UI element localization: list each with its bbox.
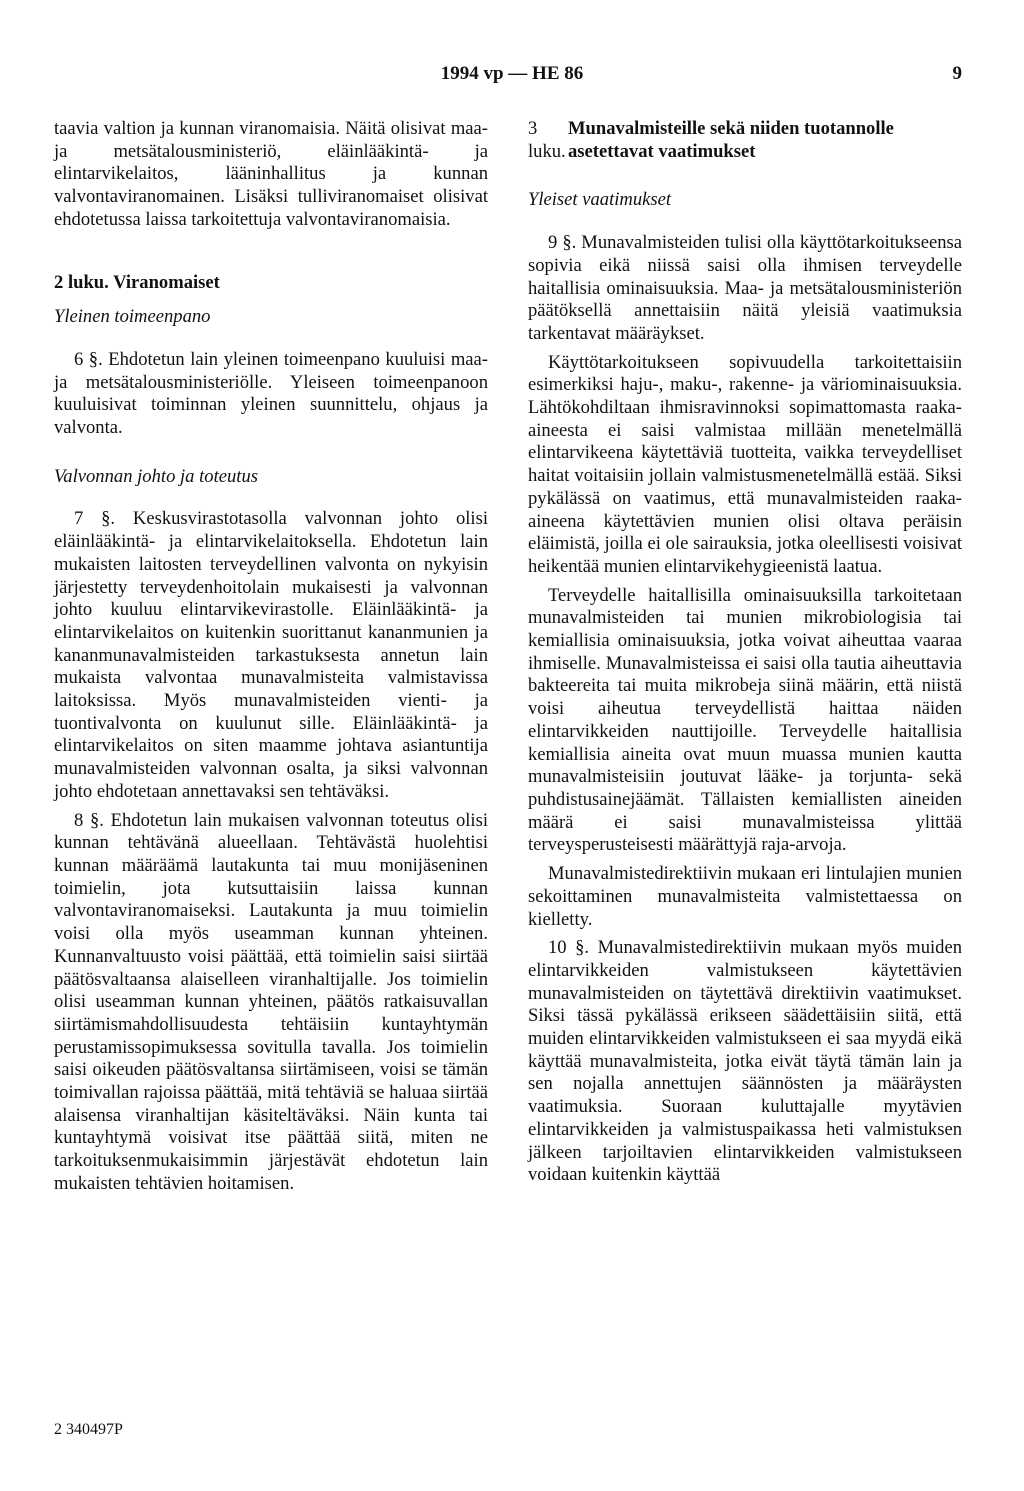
section-heading-valvonnan-johto: Valvonnan johto ja toteutus: [54, 465, 259, 487]
section-heading-yleinen-toimeenpano: Yleinen toimeenpano: [54, 306, 211, 328]
paragraph-intro: taavia valtion ja kunnan viranomaisia. Näitä olisivat maa- ja metsätalousministeriö, eläinlääkintä- ja elintarvikelaitos, lääninhallitus ja kunnan valvontaviranomainen. Lisäksi tulliviranomaiset olisivat ehdotetussa laissa tarkoitettuja valvontaviranomaisia.: [54, 118, 488, 230]
chapter-number: 3 luku.: [528, 118, 566, 162]
chapter-heading-3: [528, 118, 962, 163]
chapter-title: Munavalmisteille sekä niiden tuotannolle asetettavat vaatimukset: [568, 118, 894, 162]
chapter-heading-2: [54, 272, 488, 295]
paragraph-section-10: 10 §. Munavalmistedirektiivin mukaan myös muiden elintarvikkeiden valmistukseen käytettävien munavalmisteiden on täytettävä direktiivin vaatimukset. Siksi tässä pykälässä erikseen säädettäisiin siitä, että muiden elintarvikkeiden valmistukseen ei saa myydä eikä käyttää munavalmisteita, jotka eivät täytä tämän lain ja sen nojalla annettujen säännösten ja määräysten vaatimuksia. Suoraan kuluttajalle myytävien elintarvikkeiden ja valmistuspaikassa heti valmistuksen jälkeen tarjoiltavien elintarvikkeiden valmistukseen voidaan kuitenkin käyttää: [528, 937, 962, 1186]
section-heading-yleiset-vaatimukset: Yleiset vaatimukset: [528, 189, 672, 211]
footer-print-code: 2 340497P: [54, 1421, 123, 1438]
paragraph-section-6: 6 §. Ehdotetun lain yleinen toimeenpano kuuluisi maa- ja metsätalousministeriölle. Yleiseen toimeenpanoon kuuluisivat toiminnan yleinen suunnittelu, ohjaus ja valvonta.: [54, 348, 488, 439]
paragraph-section-9: 9 §. Munavalmisteiden tulisi olla käyttötarkoitukseensa sopivia eikä niissä saisi olla ihmisen terveydelle haitallisia ominaisuuksia. Maa- ja metsätalousministeriön päätöksellä annettaisiin näitä yleisiä vaatimuksia tarkentavat määräykset.: [528, 232, 962, 344]
paragraph-section-9-c: Terveydelle haitallisilla ominaisuuksilla tarkoitetaan munavalmisteiden tai munien mikrobiologisia tai kemiallisia ominaisuuksia, jotka voivat aiheuttaa vaaraa ihmiselle. Munavalmisteissa ei saisi olla tautia aiheuttavia bakteereita tai muita mikrobeja siinä määrin, että niistä voisi aiheutua terveydellistä haittaa näiden elintarvikkeiden nauttijoille. Terveydelle haitallisia kemiallisia aineita ovat muun muassa munien kautta munavalmisteisiin joutuvat lääke- ja torjunta- sekä puhdistusainejäämät. Tällaisten kemiallisten aineiden määrä ei saisi munavalmisteissa ylittää terveysperusteisesti määrättyjä raja-arvoja.: [528, 584, 962, 856]
left-column: [54, 118, 488, 1196]
page-header: [0, 63, 1024, 87]
chapter-title: Viranomaiset: [113, 271, 220, 293]
right-column: [528, 118, 962, 1187]
page-number: 9: [952, 63, 962, 84]
document-title: 1994 vp — HE 86: [440, 63, 584, 84]
chapter-number: 2 luku.: [54, 271, 109, 293]
paragraph-section-9-d: Munavalmistedirektiivin mukaan eri lintulajien munien sekoittaminen munavalmisteita valmistettaessa on kielletty.: [528, 863, 962, 930]
paragraph-section-7: 7 §. Keskusvirastotasolla valvonnan johto olisi eläinlääkintä- ja elintarvikelaitoksella. Ehdotetun lain mukaisten laitosten terveydellinen valvonta on nykyisin järjestetty terveydenhoitolain mukaisesti ja valvonnan johto kuuluu elintarvikevirastolle. Eläinlääkintä- ja elintarvikelaitos on kuitenkin suorittanut kananmunien ja kananmunavalmisteiden tarkastuksesta annetun lain mukaista valvontaa munavalmisteita valmistavissa laitoksissa. Myös munavalmisteiden vienti- ja tuontivalvonta on kuulunut sille. Eläinlääkintä- ja elintarvikelaitos on siten maamme johtava asiantuntija munavalmisteiden valvonnan osalta, ja siksi valvonnan johto ehdotetaan annettavaksi sen tehtäväksi.: [54, 508, 488, 802]
paragraph-section-9-b: Käyttötarkoitukseen sopivuudella tarkoitettaisiin esimerkiksi haju-, maku-, rakenne- ja väriominaisuuksia. Lähtökohdiltaan ihmisravinnoksi sopimattomasta raaka-aineesta ei saisi valmistaa millään menetelmällä elintarvikeena käytettäviä tuotteita, vaikka terveydelliset haitat voitaisiin jollain valmistusmenetelmällä estää. Siksi pykälässä on vaatimus, että munavalmisteiden raaka-aineena käytettävien munien olisi oltava peräisin eläimistä, joilla ei ole sairauksia, jotka oleellisesti voisivat heikentää munien elintarvikehygieenistä laatua.: [528, 351, 962, 577]
paragraph-section-8: 8 §. Ehdotetun lain mukaisen valvonnan toteutus olisi kunnan tehtävänä alueellaan. Tehtävästä huolehtisi kunnan määräämä lautakunta tai muu monijäseninen toimielin, jota kutsuttaisiin laissa kunnan valvontaviranomaiseksi. Lautakunta ja muu toimielin voisi olla myös useamman kunnan yhteinen. Kunnanvaltuusto voisi päättää, että toimielin saisi siirtää päätösvaltaansa alaiselleen viranhaltijalle. Jos toimielin olisi useamman kunnan yhteinen, päätös ratkaisuvallan siirtämismahdollisuudesta tehtäisiin kuntayhtymän perustamissopimuksessa sovitulla tavalla. Jos toimielin saisi oikeuden päätösvaltansa siirtämiseen, voisi se tämän toimivallan rajoissa päättää, mitä tehtäviä se haluaa siirtää alaisensa viranhaltijan käsiteltäväksi. Näin kunta tai kuntayhtymä voisivat itse päättää siitä, miten ne tarkoituksenmukaisimmin järjestävät ehdotetun lain mukaisten tehtävien hoitamisen.: [54, 809, 488, 1194]
